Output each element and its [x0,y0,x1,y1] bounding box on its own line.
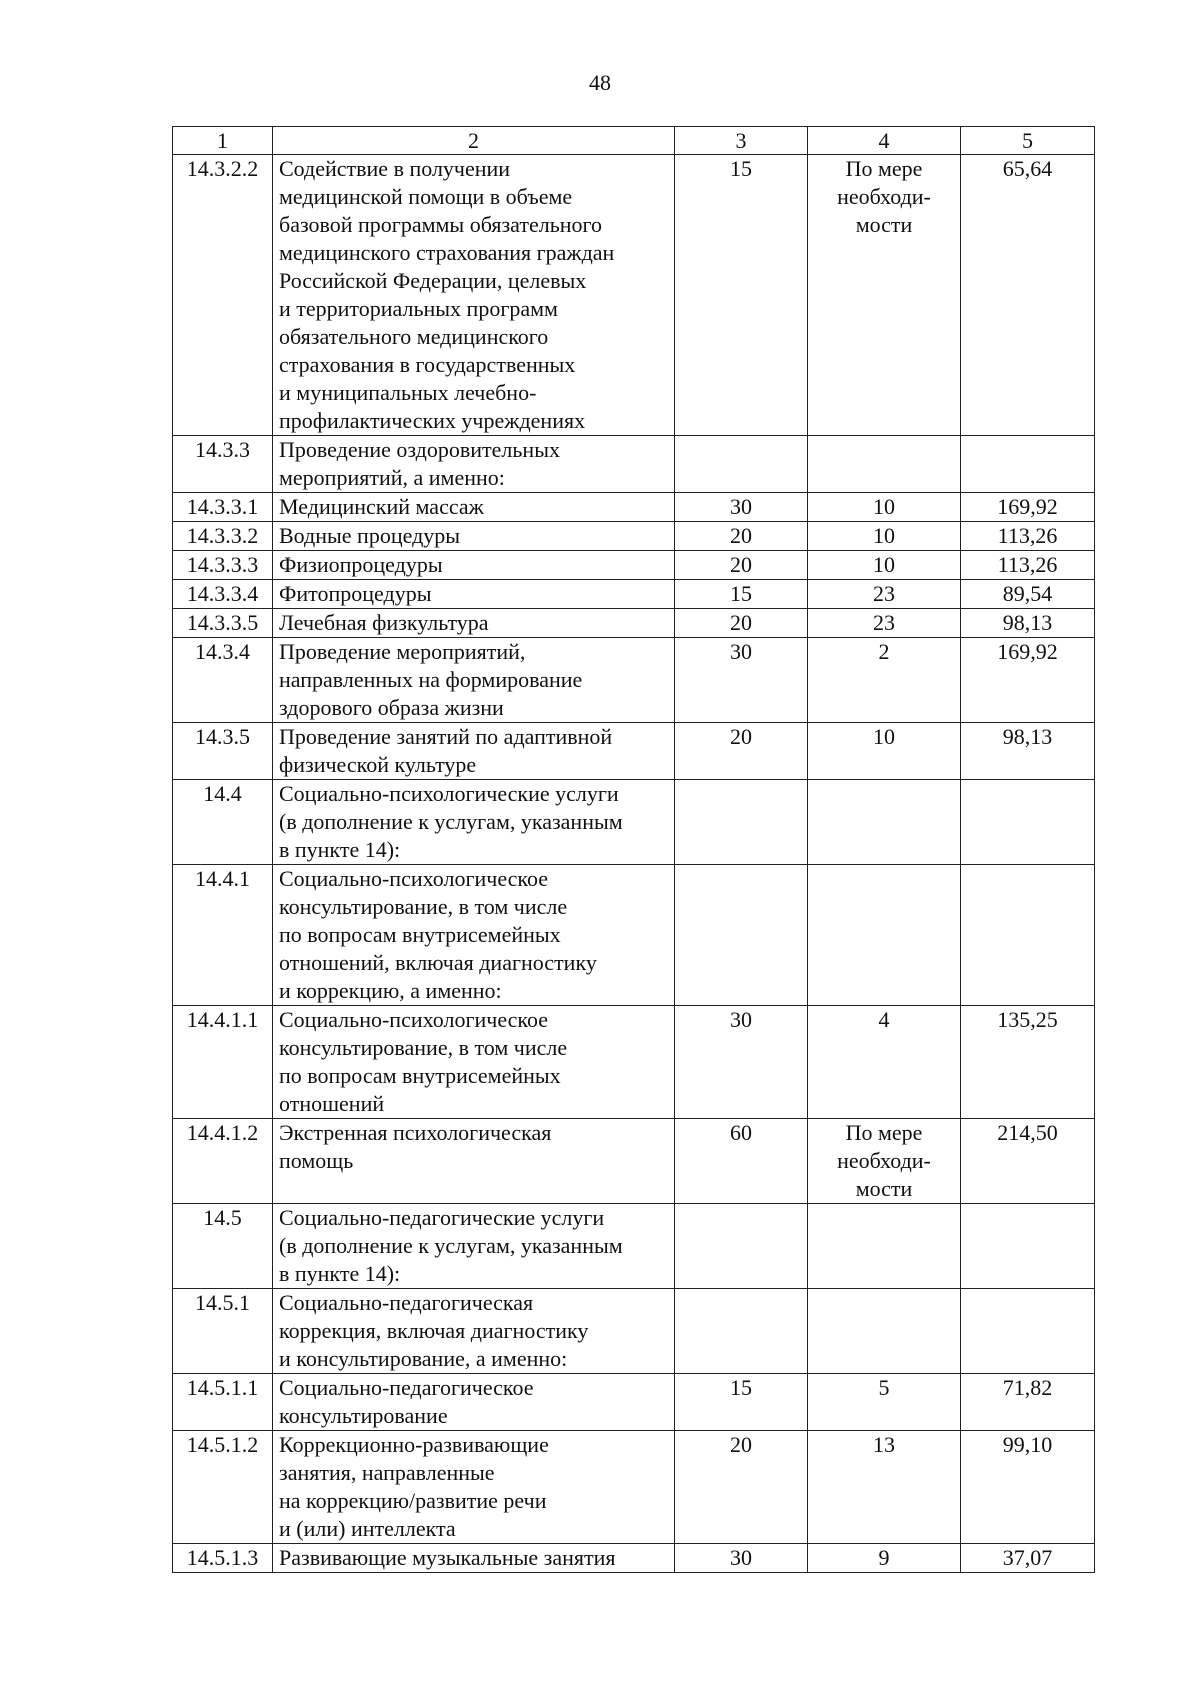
price-cell: 214,50 [961,1119,1095,1204]
header-cell-4: 4 [808,127,961,155]
header-cell-3: 3 [675,127,808,155]
table-row [173,1431,1095,1544]
table-row [173,155,1095,436]
table-row [173,638,1095,723]
duration-cell: 20 [675,723,808,780]
table-row [173,609,1095,638]
item-number-cell: 14.3.3.3 [173,551,273,580]
service-name-cell: Содействие в получении медицинской помощи в объеме базовой программы обязательного медицинского страхования граждан Российской Федерации, целевых и территориальных программ обязательного медицинского страхования в государственных и муниципальных лечебно- профилактических учреждениях [273,155,675,436]
price-cell [961,436,1095,493]
price-cell: 37,07 [961,1544,1095,1573]
page-number: 48 [589,70,611,95]
table-body [173,127,1095,1573]
item-number-cell: 14.5.1.2 [173,1431,273,1544]
duration-cell: 20 [675,609,808,638]
duration-cell [675,865,808,1006]
item-number-cell: 14.3.3 [173,436,273,493]
duration-cell: 30 [675,638,808,723]
frequency-cell [808,865,961,1006]
item-number-cell: 14.4 [173,780,273,865]
item-number-cell: 14.3.3.4 [173,580,273,609]
frequency-cell: 10 [808,493,961,522]
item-number-cell: 14.5.1.1 [173,1374,273,1431]
service-name-cell: Экстренная психологическая помощь [273,1119,675,1204]
table-row [173,723,1095,780]
frequency-cell [808,436,961,493]
table-row [173,865,1095,1006]
table-row [173,1289,1095,1374]
price-cell: 99,10 [961,1431,1095,1544]
duration-cell: 20 [675,522,808,551]
frequency-cell: 10 [808,723,961,780]
header-cell-5: 5 [961,127,1095,155]
duration-cell: 20 [675,1431,808,1544]
item-number-cell: 14.5 [173,1204,273,1289]
table-row [173,580,1095,609]
duration-cell: 15 [675,580,808,609]
service-name-cell: Социально-психологическое консультирование, в том числе по вопросам внутрисемейных отношений, включая диагностику и коррекцию, а именно: [273,865,675,1006]
table-row [173,1544,1095,1573]
service-name-cell: Развивающие музыкальные занятия [273,1544,675,1573]
price-cell: 89,54 [961,580,1095,609]
table-row [173,436,1095,493]
price-cell [961,1289,1095,1374]
table-row [173,551,1095,580]
service-name-cell: Социально-педагогическое консультирование [273,1374,675,1431]
table-row [173,780,1095,865]
frequency-cell: 23 [808,609,961,638]
table-row [173,1119,1095,1204]
item-number-cell: 14.4.1.1 [173,1006,273,1119]
service-name-cell: Социально-психологические услуги (в дополнение к услугам, указанным в пункте 14): [273,780,675,865]
table-row [173,522,1095,551]
duration-cell: 60 [675,1119,808,1204]
price-cell: 113,26 [961,522,1095,551]
item-number-cell: 14.5.1.3 [173,1544,273,1573]
frequency-cell: 9 [808,1544,961,1573]
item-number-cell: 14.4.1.2 [173,1119,273,1204]
price-cell: 98,13 [961,723,1095,780]
header-cell-2: 2 [273,127,675,155]
price-cell [961,780,1095,865]
header-cell-1: 1 [173,127,273,155]
service-name-cell: Лечебная физкультура [273,609,675,638]
price-cell: 169,92 [961,493,1095,522]
duration-cell: 20 [675,551,808,580]
price-cell [961,865,1095,1006]
price-cell [961,1204,1095,1289]
price-cell: 169,92 [961,638,1095,723]
duration-cell: 30 [675,1006,808,1119]
service-name-cell: Медицинский массаж [273,493,675,522]
frequency-cell [808,1204,961,1289]
duration-cell: 30 [675,1544,808,1573]
table-row [173,1374,1095,1431]
price-cell: 98,13 [961,609,1095,638]
service-name-cell: Социально-педагогическая коррекция, включая диагностику и консультирование, а именно: [273,1289,675,1374]
item-number-cell: 14.4.1 [173,865,273,1006]
services-table [172,126,1095,1573]
item-number-cell: 14.3.3.1 [173,493,273,522]
frequency-cell: 2 [808,638,961,723]
frequency-cell: По мере необходи- мости [808,155,961,436]
price-cell: 65,64 [961,155,1095,436]
service-name-cell: Водные процедуры [273,522,675,551]
service-name-cell: Проведение мероприятий, направленных на формирование здорового образа жизни [273,638,675,723]
duration-cell: 15 [675,155,808,436]
price-cell: 135,25 [961,1006,1095,1119]
frequency-cell: 23 [808,580,961,609]
frequency-cell: 10 [808,522,961,551]
service-name-cell: Физиопроцедуры [273,551,675,580]
frequency-cell [808,1289,961,1374]
item-number-cell: 14.3.3.5 [173,609,273,638]
price-cell: 71,82 [961,1374,1095,1431]
item-number-cell: 14.3.4 [173,638,273,723]
price-cell: 113,26 [961,551,1095,580]
service-name-cell: Коррекционно-развивающие занятия, направленные на коррекцию/развитие речи и (или) интеллекта [273,1431,675,1544]
item-number-cell: 14.3.2.2 [173,155,273,436]
duration-cell: 15 [675,1374,808,1431]
duration-cell [675,1289,808,1374]
item-number-cell: 14.3.5 [173,723,273,780]
frequency-cell: 4 [808,1006,961,1119]
item-number-cell: 14.5.1 [173,1289,273,1374]
header-row [173,127,1095,155]
service-name-cell: Проведение оздоровительных мероприятий, а именно: [273,436,675,493]
service-name-cell: Фитопроцедуры [273,580,675,609]
service-name-cell: Социально-психологическое консультирование, в том числе по вопросам внутрисемейных отношений [273,1006,675,1119]
table-row [173,1204,1095,1289]
table-row [173,493,1095,522]
frequency-cell [808,780,961,865]
duration-cell: 30 [675,493,808,522]
frequency-cell: 5 [808,1374,961,1431]
duration-cell [675,780,808,865]
frequency-cell: 13 [808,1431,961,1544]
frequency-cell: По мере необходи- мости [808,1119,961,1204]
service-name-cell: Социально-педагогические услуги (в дополнение к услугам, указанным в пункте 14): [273,1204,675,1289]
table-row [173,1006,1095,1119]
service-name-cell: Проведение занятий по адаптивной физической культуре [273,723,675,780]
frequency-cell: 10 [808,551,961,580]
item-number-cell: 14.3.3.2 [173,522,273,551]
duration-cell [675,436,808,493]
duration-cell [675,1204,808,1289]
